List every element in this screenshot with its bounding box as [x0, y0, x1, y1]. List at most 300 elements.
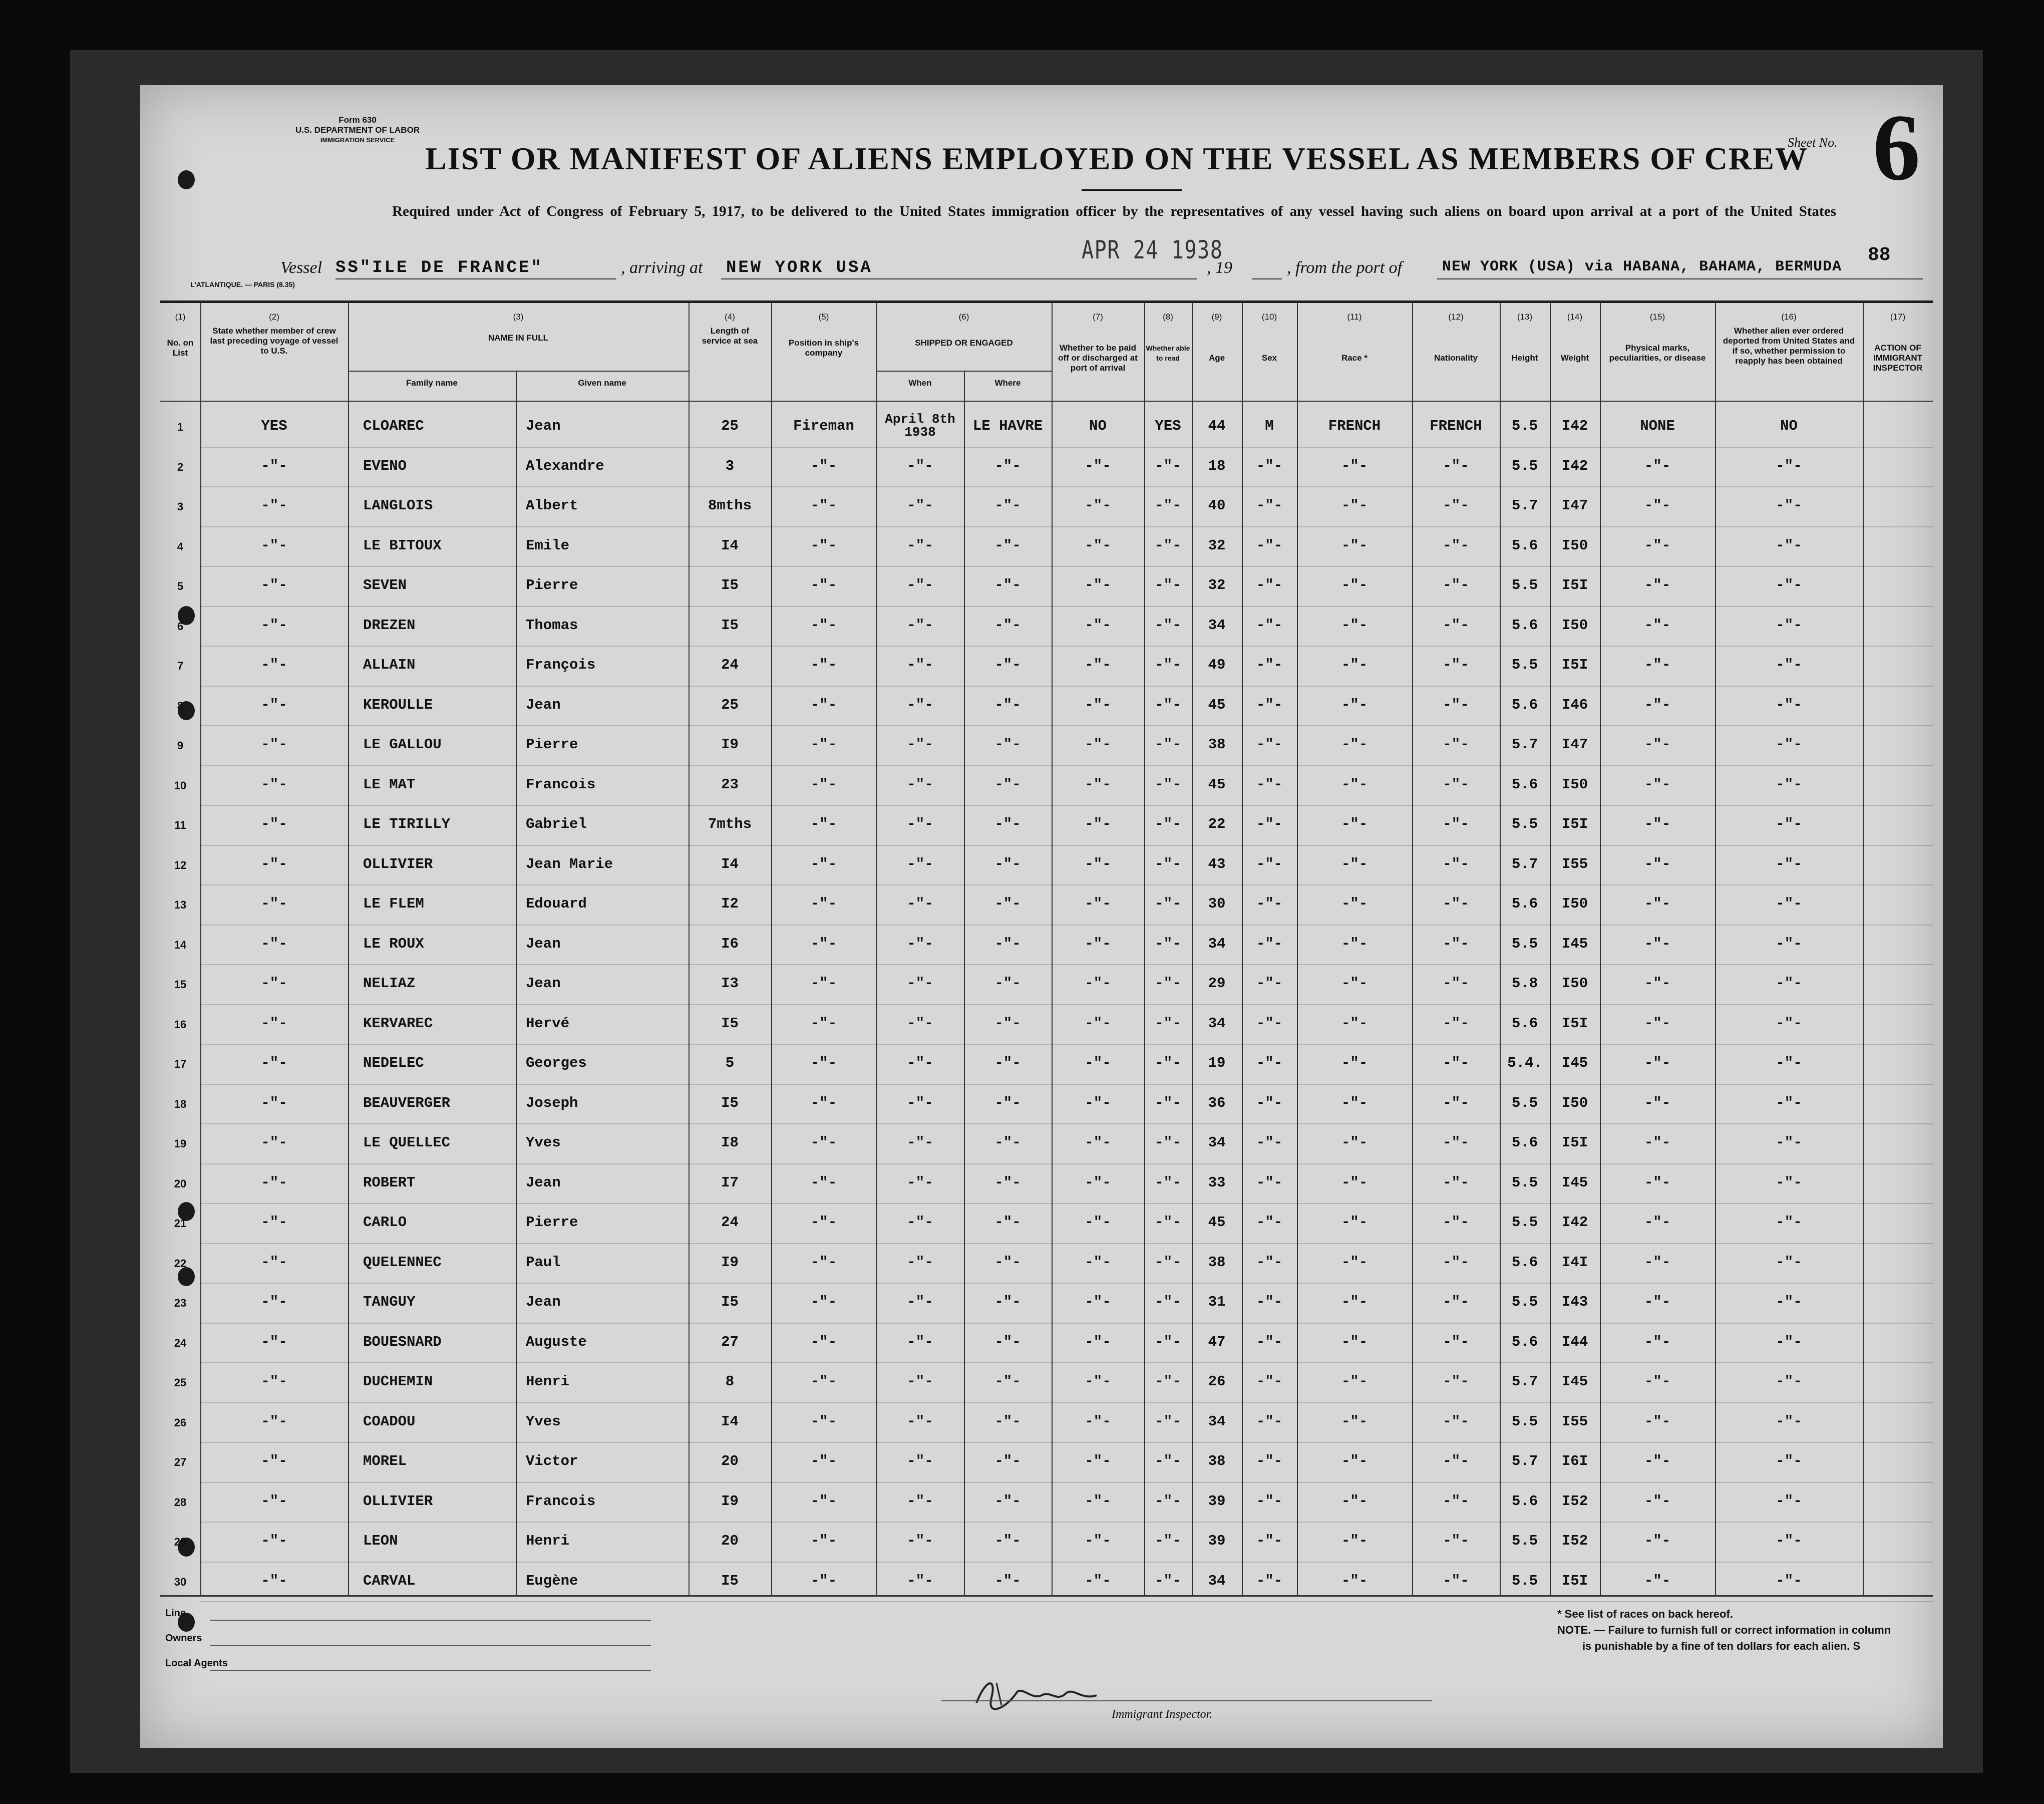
sex-cell: -"-: [1256, 537, 1283, 554]
paid-off-cell: -"-: [1085, 816, 1111, 832]
given-name-cell: Victor: [526, 1453, 578, 1469]
given-name-cell: Jean: [526, 935, 561, 952]
shipped-when-cell: April 8th 1938: [885, 412, 955, 440]
shipped-where-cell: -"-: [994, 1214, 1021, 1231]
able-to-read-cell: -"-: [1155, 1572, 1181, 1589]
row-rule: [200, 884, 1933, 885]
row-rule: [200, 1283, 1933, 1284]
given-name-cell: Eugène: [526, 1572, 578, 1589]
row-number: 21: [174, 1217, 187, 1230]
paid-off-cell: -"-: [1085, 895, 1111, 912]
position-cell: -"-: [810, 1492, 837, 1510]
service-length-cell: I5: [721, 617, 739, 634]
height-cell: 5.6: [1511, 1492, 1538, 1510]
height-cell: 5.5: [1511, 1572, 1538, 1589]
last-voyage-cell: -"-: [261, 895, 287, 912]
weight-cell: I50: [1561, 975, 1588, 992]
physical-marks-cell: -"-: [1644, 657, 1671, 673]
column-number: (10): [1261, 312, 1277, 322]
shipped-when-cell: -"-: [907, 537, 933, 554]
service-length-cell: 5: [725, 1055, 735, 1071]
last-voyage-cell: -"-: [261, 975, 287, 992]
weight-cell: I50: [1561, 537, 1588, 554]
paid-off-cell: -"-: [1085, 457, 1111, 474]
row-rule: [200, 1482, 1933, 1483]
last-voyage-cell: -"-: [261, 617, 287, 634]
nationality-cell: -"-: [1443, 1572, 1469, 1589]
physical-marks-cell: -"-: [1644, 1373, 1671, 1390]
last-voyage-cell: -"-: [261, 577, 287, 593]
shipped-where-cell: -"-: [994, 696, 1021, 713]
row-rule: [200, 447, 1933, 448]
physical-marks-cell: -"-: [1644, 1094, 1671, 1111]
physical-marks-cell: -"-: [1644, 457, 1671, 474]
nationality-cell: -"-: [1443, 1174, 1469, 1191]
shipped-when-cell: -"-: [907, 617, 933, 634]
height-cell: 5.6: [1511, 1134, 1538, 1151]
age-cell: 26: [1208, 1373, 1226, 1390]
column-header-age: Age: [1208, 353, 1225, 363]
deported-cell: -"-: [1776, 1333, 1802, 1350]
last-voyage-cell: -"-: [261, 855, 287, 872]
last-voyage-cell: -"-: [261, 1373, 287, 1390]
weight-cell: I45: [1561, 1373, 1588, 1390]
position-cell: -"-: [810, 1413, 837, 1430]
deported-cell: -"-: [1776, 457, 1802, 474]
race-cell: -"-: [1341, 895, 1368, 912]
nationality-cell: -"-: [1443, 657, 1469, 673]
age-cell: 29: [1208, 975, 1226, 992]
row-rule: [200, 1601, 1933, 1602]
row-rule: [200, 805, 1933, 806]
paid-off-cell: -"-: [1085, 935, 1111, 952]
race-cell: -"-: [1341, 1094, 1368, 1111]
given-name-cell: Jean: [526, 1174, 561, 1191]
nationality-cell: -"-: [1443, 816, 1469, 832]
weight-cell: I50: [1561, 776, 1588, 793]
weight-cell: I5I: [1561, 1572, 1588, 1589]
height-cell: 5.5: [1511, 1294, 1538, 1310]
physical-marks-cell: -"-: [1644, 895, 1671, 912]
sex-cell: M: [1265, 418, 1274, 434]
signature-line: [941, 1700, 1432, 1701]
shipped-when-cell: -"-: [907, 1174, 933, 1191]
age-cell: 22: [1208, 816, 1226, 832]
height-cell: 5.6: [1511, 1015, 1538, 1032]
position-cell: -"-: [810, 1254, 837, 1271]
last-voyage-cell: -"-: [261, 1214, 287, 1231]
column-rule: [516, 371, 517, 1595]
paid-off-cell: -"-: [1085, 577, 1111, 593]
able-to-read-cell: -"-: [1155, 816, 1181, 832]
row-number: 18: [174, 1097, 187, 1110]
row-rule: [200, 1522, 1933, 1523]
service-length-cell: 3: [725, 457, 735, 474]
weight-cell: I45: [1561, 935, 1588, 952]
weight-cell: I55: [1561, 1413, 1588, 1430]
family-name-cell: OLLIVIER: [363, 1492, 433, 1510]
sex-cell: -"-: [1256, 975, 1283, 992]
row-number: 2: [177, 460, 184, 473]
row-rule: [200, 1402, 1933, 1403]
row-rule: [200, 845, 1933, 846]
physical-marks-cell: -"-: [1644, 1413, 1671, 1430]
age-cell: 49: [1208, 657, 1226, 673]
given-name-cell: Albert: [526, 497, 578, 514]
given-name-cell: Jean: [526, 975, 561, 992]
race-cell: -"-: [1341, 1294, 1368, 1310]
physical-marks-cell: -"-: [1644, 935, 1671, 952]
physical-marks-cell: -"-: [1644, 1333, 1671, 1350]
given-name-cell: Yves: [526, 1134, 561, 1151]
deported-cell: -"-: [1776, 1533, 1802, 1549]
paid-off-cell: -"-: [1085, 537, 1111, 554]
physical-marks-cell: -"-: [1644, 1294, 1671, 1310]
deported-cell: -"-: [1776, 736, 1802, 753]
column-header-name-in-full: NAME IN FULL: [488, 333, 548, 343]
nationality-cell: -"-: [1443, 1373, 1469, 1390]
nationality-cell: -"-: [1443, 1214, 1469, 1231]
able-to-read-cell: -"-: [1155, 1492, 1181, 1510]
date-stamp: APR 24 1938: [1082, 235, 1223, 264]
column-number: (17): [1890, 312, 1906, 322]
sex-cell: -"-: [1256, 1254, 1283, 1271]
nationality-cell: -"-: [1443, 895, 1469, 912]
arriving-label: , arriving at: [621, 258, 703, 277]
given-name-cell: Pierre: [526, 1214, 578, 1231]
race-cell: -"-: [1341, 855, 1368, 872]
paid-off-cell: NO: [1089, 418, 1107, 434]
service-length-cell: I5: [721, 1294, 739, 1310]
shipped-where-cell: -"-: [994, 895, 1021, 912]
row-number: 10: [174, 779, 187, 792]
service-length-cell: 20: [721, 1533, 739, 1549]
service: IMMIGRATION SERVICE: [320, 136, 395, 144]
shipped-where-cell: -"-: [994, 537, 1021, 554]
shipped-where-cell: -"-: [994, 1373, 1021, 1390]
nationality-cell: -"-: [1443, 855, 1469, 872]
shipped-where-cell: -"-: [994, 1492, 1021, 1510]
column-number: (14): [1567, 312, 1583, 322]
age-cell: 34: [1208, 935, 1226, 952]
nationality-cell: -"-: [1443, 1055, 1469, 1071]
height-cell: 5.5: [1511, 1214, 1538, 1231]
age-cell: 39: [1208, 1492, 1226, 1510]
last-voyage-cell: -"-: [261, 1055, 287, 1071]
deported-cell: -"-: [1776, 1015, 1802, 1032]
given-name-cell: Jean: [526, 1294, 561, 1310]
punch-hole: [178, 170, 195, 189]
given-name-cell: Gabriel: [526, 816, 587, 832]
race-cell: -"-: [1341, 1254, 1368, 1271]
physical-marks-cell: -"-: [1644, 1254, 1671, 1271]
race-cell: -"-: [1341, 1333, 1368, 1350]
race-cell: FRENCH: [1328, 418, 1381, 434]
race-cell: -"-: [1341, 657, 1368, 673]
deported-cell: -"-: [1776, 1572, 1802, 1589]
fill-line: [1437, 278, 1923, 279]
position-cell: -"-: [810, 855, 837, 872]
shipped-when-cell: -"-: [907, 975, 933, 992]
column-header-height: Height: [1511, 353, 1538, 363]
column-header-position: Position in ship's company: [788, 338, 859, 358]
column-header-able-to-read: Whether able to read: [1146, 344, 1190, 362]
deported-cell: -"-: [1776, 617, 1802, 634]
sex-cell: -"-: [1256, 855, 1283, 872]
sex-cell: -"-: [1256, 1015, 1283, 1032]
last-voyage-cell: -"-: [261, 1015, 287, 1032]
last-voyage-cell: -"-: [261, 1294, 287, 1310]
shipped-where-cell: -"-: [994, 1134, 1021, 1151]
shipped-where-cell: -"-: [994, 1294, 1021, 1310]
weight-cell: I5I: [1561, 577, 1588, 593]
physical-marks-cell: -"-: [1644, 975, 1671, 992]
position-cell: -"-: [810, 696, 837, 713]
column-header-no-on-list: No. on List: [167, 338, 194, 358]
family-name-cell: BEAUVERGER: [363, 1094, 451, 1111]
family-name-cell: TANGUY: [363, 1294, 416, 1310]
position-cell: Fireman: [793, 418, 854, 434]
deported-cell: -"-: [1776, 1134, 1802, 1151]
physical-marks-cell: -"-: [1644, 1533, 1671, 1549]
shipped-where-cell: -"-: [994, 1413, 1021, 1430]
nationality-cell: -"-: [1443, 1015, 1469, 1032]
shipped-where-cell: -"-: [994, 1533, 1021, 1549]
column-number: (7): [1093, 312, 1103, 322]
last-voyage-cell: YES: [261, 418, 287, 434]
row-rule: [200, 1562, 1933, 1563]
able-to-read-cell: -"-: [1155, 975, 1181, 992]
weight-cell: I5I: [1561, 1134, 1588, 1151]
last-voyage-cell: -"-: [261, 1134, 287, 1151]
given-name-cell: Pierre: [526, 577, 578, 593]
age-cell: 43: [1208, 855, 1226, 872]
nationality-cell: -"-: [1443, 1294, 1469, 1310]
row-rule: [200, 1044, 1933, 1045]
deported-cell: -"-: [1776, 1214, 1802, 1231]
deported-cell: -"-: [1776, 1492, 1802, 1510]
column-header-sex: Sex: [1261, 353, 1277, 363]
column-number: (12): [1448, 312, 1464, 322]
age-cell: 38: [1208, 1453, 1226, 1469]
height-cell: 5.5: [1511, 657, 1538, 673]
height-cell: 5.5: [1511, 816, 1538, 832]
local-agents-fill: [210, 1670, 651, 1671]
service-length-cell: I4: [721, 855, 739, 872]
height-cell: 5.7: [1511, 497, 1538, 514]
column-header-race: Race *: [1341, 353, 1368, 363]
weight-cell: I42: [1561, 457, 1588, 474]
paid-off-cell: -"-: [1085, 1333, 1111, 1350]
height-cell: 5.8: [1511, 975, 1538, 992]
height-cell: 5.6: [1511, 895, 1538, 912]
family-name-cell: EVENO: [363, 457, 407, 474]
fill-line: [335, 278, 616, 279]
service-length-cell: 27: [721, 1333, 739, 1350]
sex-cell: -"-: [1256, 457, 1283, 474]
family-name-cell: KEROULLE: [363, 696, 433, 713]
sex-cell: -"-: [1256, 1533, 1283, 1549]
column-number: (6): [958, 312, 969, 322]
family-name-cell: QUELENNEC: [363, 1254, 442, 1271]
age-cell: 18: [1208, 457, 1226, 474]
column-header-physical-marks: Physical marks, peculiarities, or disease: [1609, 343, 1706, 363]
column-rule: [348, 303, 349, 1595]
service-length-cell: 23: [721, 776, 739, 793]
shipped-when-cell: -"-: [907, 497, 933, 514]
position-cell: -"-: [810, 497, 837, 514]
paid-off-cell: -"-: [1085, 1134, 1111, 1151]
position-cell: -"-: [810, 1015, 837, 1032]
weight-cell: I50: [1561, 895, 1588, 912]
last-voyage-cell: -"-: [261, 1492, 287, 1510]
service-length-cell: 8: [725, 1373, 735, 1390]
shipped-when-cell: -"-: [907, 1373, 933, 1390]
row-number: 5: [177, 580, 184, 592]
inspector-label: Immigrant Inspector.: [1112, 1708, 1213, 1721]
last-voyage-cell: -"-: [261, 1533, 287, 1549]
position-cell: -"-: [810, 975, 837, 992]
sheet-number: 6: [1873, 95, 1920, 200]
race-cell: -"-: [1341, 1453, 1368, 1469]
race-cell: -"-: [1341, 1214, 1368, 1231]
able-to-read-cell: -"-: [1155, 776, 1181, 793]
shipped-when-cell: -"-: [907, 935, 933, 952]
physical-marks-cell: -"-: [1644, 1492, 1671, 1510]
printer-imprint: L'ATLANTIQUE. — PARIS (8.35): [190, 280, 295, 288]
last-voyage-cell: -"-: [261, 1174, 287, 1191]
last-voyage-cell: -"-: [261, 457, 287, 474]
position-cell: -"-: [810, 895, 837, 912]
paid-off-cell: -"-: [1085, 1492, 1111, 1510]
nationality-cell: -"-: [1443, 975, 1469, 992]
physical-marks-cell: -"-: [1644, 1015, 1671, 1032]
given-name-cell: Henri: [526, 1373, 570, 1390]
row-rule: [200, 526, 1933, 527]
shipped-where-cell: -"-: [994, 935, 1021, 952]
family-name-cell: LE BITOUX: [363, 537, 442, 554]
paid-off-cell: -"-: [1085, 657, 1111, 673]
physical-marks-cell: -"-: [1644, 537, 1671, 554]
position-cell: -"-: [810, 577, 837, 593]
column-header-length-of-service: Length of service at sea: [702, 326, 758, 346]
sheet-label: Sheet No.: [1788, 135, 1838, 150]
row-rule: [200, 686, 1933, 687]
family-name-cell: KERVAREC: [363, 1015, 433, 1032]
column-header-inspector-action: ACTION OF IMMIGRANT INSPECTOR: [1873, 343, 1923, 373]
row-rule: [200, 765, 1933, 766]
able-to-read-cell: -"-: [1155, 537, 1181, 554]
page-title: LIST OR MANIFEST OF ALIENS EMPLOYED ON THE VESSEL AS MEMBERS OF CREW: [425, 141, 1808, 176]
weight-cell: I50: [1561, 1094, 1588, 1111]
position-cell: -"-: [810, 935, 837, 952]
shipped-when-cell: -"-: [907, 457, 933, 474]
row-rule: [200, 725, 1933, 726]
able-to-read-cell: -"-: [1155, 1294, 1181, 1310]
height-cell: 5.5: [1511, 1094, 1538, 1111]
paid-off-cell: -"-: [1085, 1094, 1111, 1111]
column-number: (15): [1649, 312, 1665, 322]
note-races: * See list of races on back hereof.: [1557, 1608, 1733, 1620]
shipped-where-cell: -"-: [994, 1333, 1021, 1350]
physical-marks-cell: -"-: [1644, 855, 1671, 872]
given-name-cell: François: [526, 657, 596, 673]
sex-cell: -"-: [1256, 1134, 1283, 1151]
physical-marks-cell: -"-: [1644, 617, 1671, 634]
height-cell: 5.5: [1511, 457, 1538, 474]
age-cell: 38: [1208, 736, 1226, 753]
row-rule: [200, 1362, 1933, 1363]
age-cell: 36: [1208, 1094, 1226, 1111]
nationality-cell: -"-: [1443, 776, 1469, 793]
nationality-cell: -"-: [1443, 617, 1469, 634]
row-number: 23: [174, 1297, 187, 1309]
service-length-cell: I2: [721, 895, 739, 912]
age-cell: 34: [1208, 1134, 1226, 1151]
weight-cell: I42: [1561, 418, 1588, 434]
given-name-cell: Georges: [526, 1055, 587, 1071]
service-length-cell: I8: [721, 1134, 739, 1151]
row-number: 25: [174, 1376, 187, 1389]
shipped-where-cell: -"-: [994, 776, 1021, 793]
service-length-cell: 8mths: [708, 497, 752, 514]
able-to-read-cell: -"-: [1155, 1413, 1181, 1430]
column-subheader-given-name: Given name: [578, 378, 626, 388]
shipped-where-cell: LE HAVRE: [972, 418, 1043, 434]
row-number: 30: [174, 1575, 187, 1588]
age-cell: 34: [1208, 617, 1226, 634]
last-voyage-cell: -"-: [261, 935, 287, 952]
shipped-when-cell: -"-: [907, 1214, 933, 1231]
family-name-cell: LEON: [363, 1533, 398, 1549]
from-port: NEW YORK (USA) via HABANA, BAHAMA, BERMUDA: [1442, 258, 1842, 275]
paid-off-cell: -"-: [1085, 497, 1111, 514]
sex-cell: -"-: [1256, 1174, 1283, 1191]
family-name-cell: LE QUELLEC: [363, 1134, 451, 1151]
service-length-cell: I5: [721, 1094, 739, 1111]
row-rule: [200, 566, 1933, 567]
race-cell: -"-: [1341, 975, 1368, 992]
row-number: 7: [177, 660, 184, 672]
shipped-where-cell: -"-: [994, 1055, 1021, 1071]
row-number: 8: [177, 699, 184, 712]
given-name-cell: Jean: [526, 418, 561, 434]
age-cell: 40: [1208, 497, 1226, 514]
service-length-cell: 24: [721, 657, 739, 673]
position-cell: -"-: [810, 537, 837, 554]
sex-cell: -"-: [1256, 1373, 1283, 1390]
able-to-read-cell: YES: [1155, 418, 1181, 434]
given-name-cell: Jean: [526, 696, 561, 713]
row-number: 29: [174, 1536, 187, 1548]
paid-off-cell: -"-: [1085, 1413, 1111, 1430]
position-cell: -"-: [810, 1533, 837, 1549]
family-name-cell: CLOAREC: [363, 418, 424, 434]
column-number: (11): [1347, 312, 1362, 322]
service-length-cell: I3: [721, 975, 739, 992]
nationality-cell: -"-: [1443, 1533, 1469, 1549]
height-cell: 5.5: [1511, 1533, 1538, 1549]
shipped-where-cell: -"-: [994, 855, 1021, 872]
shipped-where-cell: -"-: [994, 816, 1021, 832]
last-voyage-cell: -"-: [261, 537, 287, 554]
column-number: (3): [513, 312, 524, 322]
shipped-when-cell: -"-: [907, 736, 933, 753]
from-label: , from the port of: [1287, 258, 1403, 277]
position-cell: -"-: [810, 776, 837, 793]
weight-cell: I52: [1561, 1492, 1588, 1510]
deported-cell: -"-: [1776, 1055, 1802, 1071]
